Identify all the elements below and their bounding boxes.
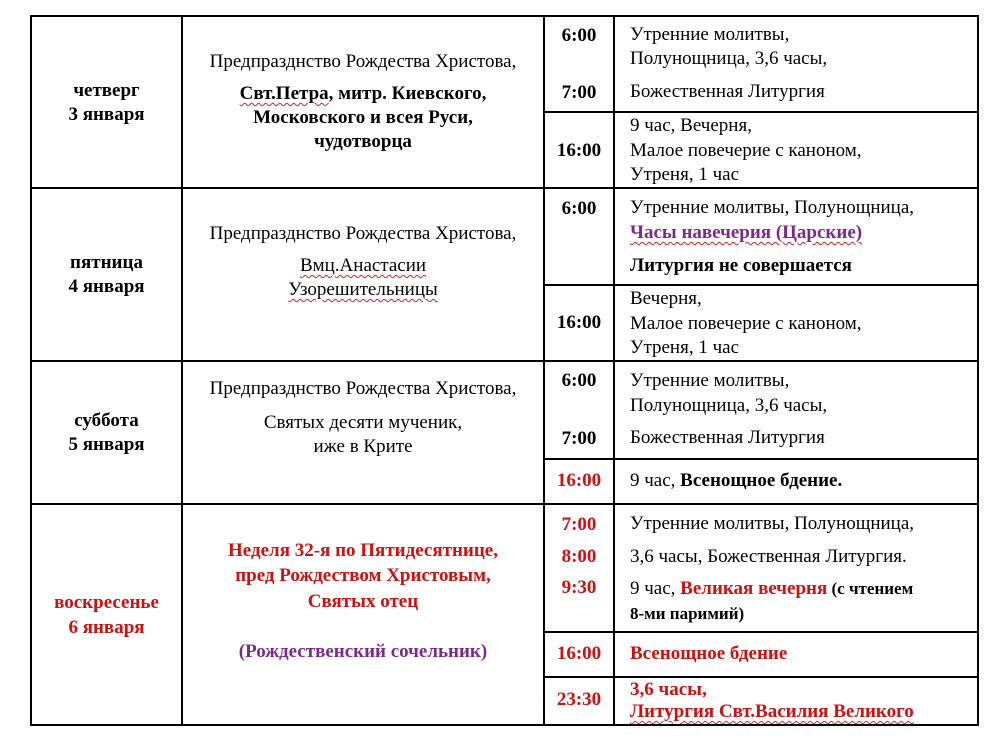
great-vespers: Великая вечерня — [680, 578, 828, 599]
service-note: (с чтением — [827, 579, 914, 598]
service-time-festive: 16:00 — [556, 470, 602, 491]
feast-line — [183, 82, 543, 106]
service-line: 3,6 часы, Божественная Литургия. — [630, 546, 907, 567]
day-date: 4 января — [68, 276, 145, 297]
service-line: Утренние молитвы, — [630, 24, 790, 45]
service-line: Божественная Литургия — [630, 81, 825, 102]
service-line-highlight — [630, 221, 862, 245]
feast-text: , митр. Киевского, — [328, 83, 487, 104]
service-line: Утренние молитвы, Полунощница, — [630, 197, 915, 218]
day-name: суббота — [74, 410, 139, 431]
service-text: 9 час, — [630, 470, 681, 491]
feast-line: Предпразднство Рождества Христова, — [209, 223, 517, 244]
service-line: Божественная Литургия — [630, 427, 825, 448]
service-time: 7:00 — [561, 428, 597, 449]
service-line: Утреня, 1 час — [630, 337, 739, 358]
service-time-festive: 23:30 — [556, 689, 602, 710]
service-time-festive: 16:00 — [556, 643, 602, 664]
saint-name: Вмц.Анастасии — [299, 255, 427, 276]
royal-hours: Часы навечерия (Царские) — [630, 222, 863, 243]
service-line: Малое повечерие с каноном, — [630, 313, 862, 334]
feast-line: Московского и всея Руси, — [253, 107, 473, 128]
day-date: 3 января — [68, 104, 145, 125]
day-date: 6 января — [68, 617, 145, 638]
service-line-festive: 3,6 часы, — [630, 679, 707, 700]
service-time: 6:00 — [561, 198, 597, 219]
feast-line: Предпразднство Рождества Христова, — [209, 378, 517, 399]
saint-name: Свт.Петра — [239, 83, 329, 104]
service-line: Полунощница, 3,6 часы, — [630, 395, 828, 416]
service-line: Утреня, 1 час — [630, 164, 739, 185]
service-time: 6:00 — [561, 25, 597, 46]
service-time-festive: 9:30 — [561, 577, 597, 598]
feast-line — [183, 278, 543, 302]
day-date: 5 января — [68, 434, 145, 455]
feast-line — [183, 254, 543, 278]
service-note: 8-ми паримий) — [630, 604, 745, 623]
service-line: Утренние молитвы, Полунощница, — [630, 513, 915, 534]
day-name: четверг — [73, 80, 140, 101]
service-time: 16:00 — [556, 312, 602, 333]
feast-line: иже в Крите — [313, 436, 413, 457]
feast-line: Неделя 32-я по Пятидесятнице, — [228, 540, 498, 561]
service-line-festive — [630, 700, 914, 724]
day-name: воскресенье — [54, 592, 159, 613]
day-name: пятница — [70, 252, 143, 273]
service-note: Литургия не совершается — [630, 255, 852, 276]
service-time-festive: 8:00 — [561, 546, 597, 567]
service-time-festive: 7:00 — [561, 514, 597, 535]
feast-subtitle: (Рождественский сочельник) — [238, 641, 488, 662]
feast-line: Святых отец — [307, 591, 419, 612]
service-line: Утренние молитвы, — [630, 370, 790, 391]
feast-line: Святых десяти мученик, — [263, 412, 463, 433]
feast-line: чудотворца — [314, 131, 412, 152]
service-time: 7:00 — [561, 82, 597, 103]
service-line — [630, 469, 842, 493]
service-time: 6:00 — [561, 370, 597, 391]
service-line — [630, 577, 913, 601]
liturgy-basil: Литургия Свт.Василия Великого — [630, 701, 914, 722]
feast-line: Предпразднство Рождества Христова, — [209, 51, 517, 72]
vigil-text: Всенощное бдение. — [680, 470, 843, 491]
service-line-festive: Всенощное бдение — [630, 643, 788, 664]
saint-name: Узорешительницы — [288, 279, 438, 300]
service-text: 9 час, — [630, 578, 681, 599]
service-line: 9 час, Вечерня, — [630, 115, 752, 136]
service-line: Малое повечерие с каноном, — [630, 140, 862, 161]
service-time: 16:00 — [556, 140, 602, 161]
service-line: Вечерня, — [630, 288, 702, 309]
feast-line: пред Рождеством Христовым, — [235, 565, 491, 586]
service-line: Полунощница, 3,6 часы, — [630, 48, 828, 69]
